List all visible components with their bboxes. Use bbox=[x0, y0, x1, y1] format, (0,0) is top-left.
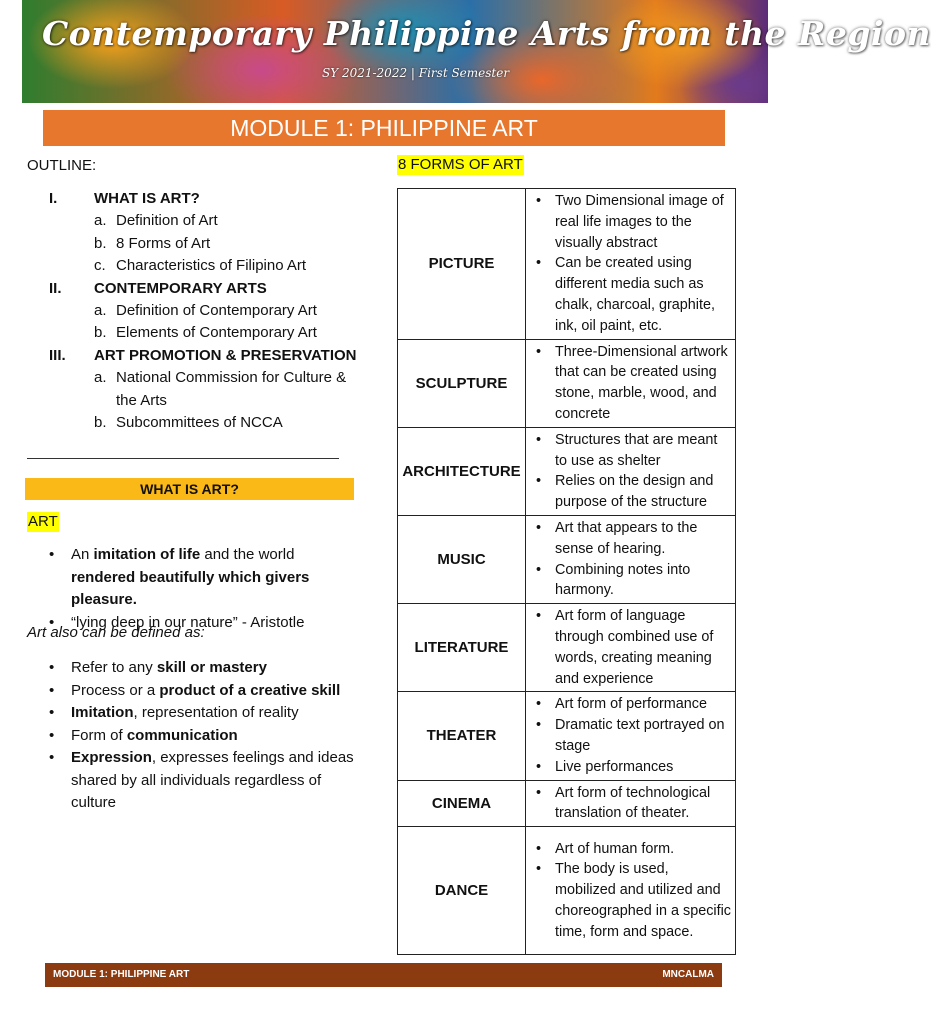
outline-section-title: ART PROMOTION & PRESERVATION bbox=[94, 346, 357, 364]
form-point: • Three-Dimensional artwork that can be created using stone, marble, wood, and concrete bbox=[532, 342, 731, 425]
bullet-item bbox=[49, 702, 359, 725]
outline-item-letter: a. bbox=[94, 369, 107, 387]
forms-table bbox=[397, 188, 736, 955]
art-bullets-2 bbox=[49, 657, 359, 815]
outline-item-text: Definition of Art bbox=[116, 212, 218, 230]
bullet-text: Refer to any bbox=[71, 659, 157, 676]
bold-text: skill or mastery bbox=[156, 659, 267, 676]
form-point: • Dramatic text portrayed on stage bbox=[532, 715, 731, 757]
outline-section bbox=[27, 188, 367, 210]
form-name: MUSIC bbox=[398, 515, 526, 603]
outline-item-letter: b. bbox=[94, 234, 107, 252]
form-point: • Art form of performance bbox=[532, 694, 731, 715]
form-points bbox=[532, 783, 731, 825]
form-name: LITERATURE bbox=[398, 604, 526, 692]
outline-section bbox=[27, 345, 367, 367]
bullet-text: and the world bbox=[200, 546, 295, 563]
outline-item bbox=[27, 412, 367, 434]
divider bbox=[27, 458, 339, 459]
form-points bbox=[532, 606, 731, 689]
bullet-item bbox=[49, 544, 359, 612]
bold-text: product of a creative skill bbox=[159, 681, 341, 699]
forms-row bbox=[398, 515, 736, 603]
header-banner bbox=[22, 0, 931, 103]
defined-as-line: Art also can be defined as: bbox=[27, 624, 205, 641]
footer-bar bbox=[45, 963, 722, 987]
form-name: SCULPTURE bbox=[398, 339, 526, 427]
outline-list bbox=[27, 188, 367, 434]
form-point: • The body is used, mobilized and utilized and choreographed in a specific time, form and space. bbox=[532, 859, 731, 942]
form-point: • Art that appears to the sense of hearing. bbox=[532, 518, 731, 560]
bullet-item bbox=[49, 680, 359, 703]
outline-item-letter: a. bbox=[94, 212, 107, 230]
forms-row bbox=[398, 339, 736, 427]
form-points bbox=[532, 839, 731, 943]
form-points bbox=[532, 430, 731, 513]
outline-section bbox=[27, 278, 367, 300]
bullet-item bbox=[49, 657, 359, 680]
outline-item-letter: b. bbox=[94, 414, 107, 432]
outline-item-text: National Commission for Culture & the Arts bbox=[116, 369, 347, 409]
outline-item bbox=[27, 233, 367, 255]
bullet-text: “lying deep in our nature” - Aristotle bbox=[71, 613, 305, 631]
form-point: • Art form of technological translation of theater. bbox=[532, 783, 731, 825]
footer-right: MNCALMA bbox=[662, 969, 714, 980]
forms-row bbox=[398, 604, 736, 692]
bold-text: imitation of life bbox=[93, 546, 201, 563]
outline-item-text: Characteristics of Filipino Art bbox=[116, 257, 307, 275]
section-heading: WHAT IS ART? bbox=[25, 478, 354, 500]
form-points bbox=[532, 191, 731, 337]
outline-item-text: Definition of Contemporary Art bbox=[116, 302, 317, 320]
forms-row bbox=[398, 780, 736, 827]
outline-section-title: CONTEMPORARY ARTS bbox=[94, 279, 267, 297]
bold-text: rendered beautifully which givers pleasure. bbox=[71, 568, 310, 608]
outline-item-letter: a. bbox=[94, 302, 107, 320]
outline-item bbox=[27, 255, 367, 277]
outline-section-number: I. bbox=[49, 190, 58, 207]
form-point: • Relies on the design and purpose of the structure bbox=[532, 471, 731, 513]
outline-item bbox=[27, 367, 367, 412]
outline-section-number: III. bbox=[49, 346, 66, 364]
form-point: • Two Dimensional image of real life images to the visually abstract bbox=[532, 191, 731, 253]
form-description bbox=[526, 692, 736, 780]
form-name: PICTURE bbox=[398, 189, 526, 340]
outline-item-letter: b. bbox=[94, 324, 107, 342]
outline-item bbox=[27, 210, 367, 232]
form-point: • Can be created using different media such as chalk, charcoal, graphite, ink, oil paint, etc. bbox=[532, 253, 731, 336]
form-points bbox=[532, 518, 731, 601]
form-name: CINEMA bbox=[398, 780, 526, 827]
outline-item-letter: c. bbox=[94, 257, 106, 275]
form-description bbox=[526, 339, 736, 427]
form-description bbox=[526, 427, 736, 515]
form-point: • Live performances bbox=[532, 757, 731, 778]
form-description bbox=[526, 827, 736, 955]
form-description bbox=[526, 515, 736, 603]
footer-left: MODULE 1: PHILIPPINE ART bbox=[53, 969, 190, 980]
outline-item-text: Subcommittees of NCCA bbox=[116, 414, 283, 432]
forms-row bbox=[398, 189, 736, 340]
outline-section-number: II. bbox=[49, 279, 62, 297]
bold-text: Imitation bbox=[71, 704, 134, 721]
bullet-text: An bbox=[71, 546, 94, 563]
bold-text: Expression bbox=[71, 749, 152, 766]
forms-label: 8 FORMS OF ART bbox=[398, 156, 523, 173]
form-name: ARCHITECTURE bbox=[398, 427, 526, 515]
outline-item-text: 8 Forms of Art bbox=[116, 234, 211, 252]
form-description bbox=[526, 604, 736, 692]
bullet-text: Form of bbox=[71, 726, 127, 744]
forms-row bbox=[398, 427, 736, 515]
form-point: • Structures that are meant to use as shelter bbox=[532, 430, 731, 472]
form-name: THEATER bbox=[398, 692, 526, 780]
outline-item-text: Elements of Contemporary Art bbox=[116, 324, 317, 342]
form-points bbox=[532, 342, 731, 425]
bullet-text: Process or a bbox=[71, 681, 160, 699]
banner-subtitle: SY 2021-2022 | First Semester bbox=[322, 66, 510, 80]
bullet-text: , expresses feelings and ideas shared by all individuals regardless of culture bbox=[71, 749, 354, 811]
form-point: • Art form of language through combined use of words, creating meaning and experience bbox=[532, 606, 731, 689]
forms-row bbox=[398, 827, 736, 955]
form-points bbox=[532, 694, 731, 777]
outline-section-title: WHAT IS ART? bbox=[94, 190, 200, 207]
bullet-item bbox=[49, 725, 359, 748]
bold-text: communication bbox=[126, 726, 238, 744]
art-label: ART bbox=[28, 513, 58, 530]
banner-title: Contemporary Philippine Arts from the Region bbox=[42, 14, 931, 53]
outline-item bbox=[27, 300, 367, 322]
bullet-item bbox=[49, 747, 359, 815]
module-title: MODULE 1: PHILIPPINE ART bbox=[43, 110, 725, 146]
bullet-text: , representation of reality bbox=[133, 704, 299, 721]
art-bullets-1 bbox=[49, 544, 359, 634]
form-name: DANCE bbox=[398, 827, 526, 955]
form-description bbox=[526, 780, 736, 827]
outline-label: OUTLINE: bbox=[27, 157, 97, 174]
form-point: • Combining notes into harmony. bbox=[532, 560, 731, 602]
form-point: • Art of human form. bbox=[532, 839, 731, 860]
forms-row bbox=[398, 692, 736, 780]
form-description bbox=[526, 189, 736, 340]
outline-item bbox=[27, 322, 367, 344]
